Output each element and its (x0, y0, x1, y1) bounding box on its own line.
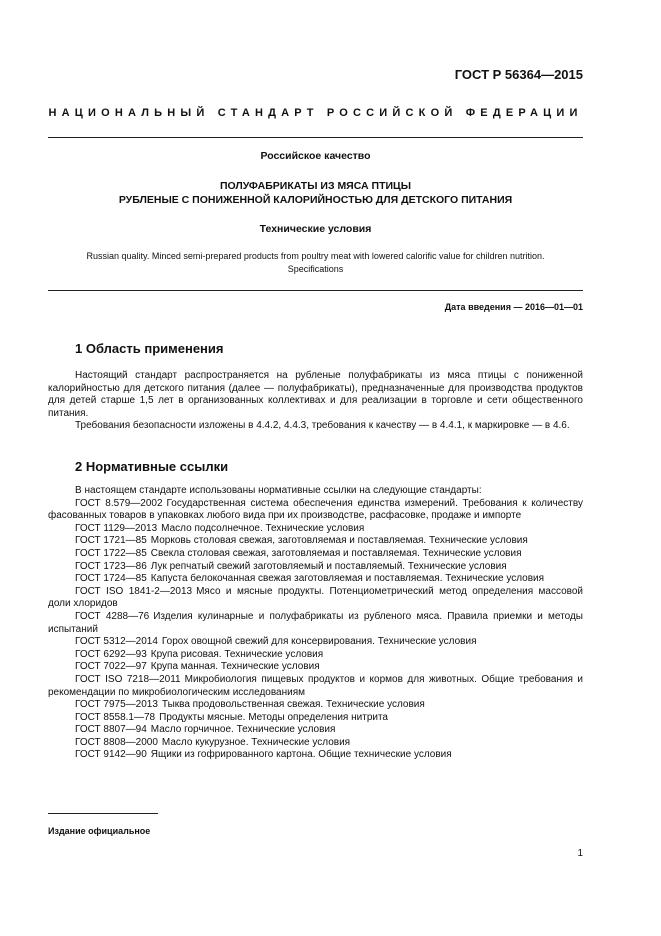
standard-code: ГОСТ 1721—85 (75, 535, 147, 547)
title-line-2: РУБЛЕНЫЕ С ПОНИЖЕННОЙ КАЛОРИЙНОСТЬЮ ДЛЯ ДЕТСКОГО ПИТАНИЯ (118, 194, 513, 206)
english-title-line-2: Specifications (287, 264, 344, 274)
list-item (48, 649, 583, 662)
english-title (48, 250, 583, 276)
section-1-paragraph-2: Требования безопасности изложены в 4.4.2, 4.4.3, требования к качеству — в 4.4.1, к маркировке — в 4.6. (75, 420, 570, 431)
standard-title: Микробиология пищевых продуктов и кормов для животных. Общие требования и рекомендации по микробиологическим исследованиям (48, 673, 583, 698)
document-number: ГОСТ Р 56364—2015 (454, 67, 583, 82)
list-item (48, 561, 583, 574)
standard-title: Лук репчатый свежий заготовляемый и поставляемый. Технические условия (150, 560, 507, 572)
standard-title: Масло подсолнечное. Технические условия (161, 522, 365, 534)
list-item (48, 535, 583, 548)
list-item (48, 611, 583, 636)
list-item (48, 548, 583, 561)
list-item (48, 674, 583, 699)
standard-title: Мясо и мясные продукты. Потенциометрический метод определения массовой доли хлоридов (48, 585, 583, 610)
standard-title: Масло кукурузное. Технические условия (161, 736, 351, 748)
standard-code: ГОСТ 7022—97 (75, 661, 147, 673)
standard-code: ГОСТ 4288—76 (75, 610, 150, 622)
standard-title: Крупа манная. Технические условия (150, 661, 320, 673)
standard-code: ГОСТ 5312—2014 (75, 636, 158, 648)
list-item (48, 586, 583, 611)
list-item (48, 737, 583, 750)
list-item (48, 661, 583, 674)
standard-title: Изделия кулинарные и полуфабрикаты из рубленого мяса. Правила приемки и методы испытаний (48, 610, 583, 635)
standard-title: Крупа рисовая. Технические условия (150, 648, 324, 660)
standard-title: Продукты мясные. Методы определения нитрита (159, 711, 388, 723)
title-divider (48, 290, 583, 291)
standard-code: ГОСТ ISO 1841-2—2013 (75, 585, 193, 597)
standard-code: ГОСТ 7975—2013 (75, 699, 158, 711)
standard-code: ГОСТ 8807—94 (75, 724, 147, 736)
top-divider (48, 137, 583, 138)
list-item (48, 724, 583, 737)
references-intro: В настоящем стандарте использованы нормативные ссылки на следующие стандарты: (75, 485, 482, 496)
standard-title: Масло горчичное. Технические условия (150, 724, 336, 736)
quality-label: Российское качество (260, 150, 371, 162)
page-number: 1 (577, 848, 583, 859)
standard-code: ГОСТ 1722—85 (75, 547, 147, 559)
standard-code: ГОСТ 8558.1—78 (75, 711, 156, 723)
list-item (48, 573, 583, 586)
standard-code: ГОСТ 1723—86 (75, 560, 147, 572)
section-1-heading: 1 Область применения (75, 341, 224, 356)
standard-title: Тыква продовольственная свежая. Технические условия (161, 699, 425, 711)
standard-code: ГОСТ 8.579—2002 (75, 497, 163, 509)
standard-title: Свекла столовая свежая, заготовляемая и поставляемая. Технические условия (150, 547, 522, 559)
specifications-label: Технические условия (259, 223, 372, 235)
national-standard-banner: НАЦИОНАЛЬНЫЙ СТАНДАРТ РОССИЙСКОЙ ФЕДЕРАЦИИ (48, 107, 583, 119)
section-2-heading: 2 Нормативные ссылки (75, 459, 229, 474)
section-1-paragraph-1: Настоящий стандарт распространяется на рубленые полуфабрикаты из мяса птицы с пониженной калорийностью для детского питания (далее — полуфабрикаты), предназначенные для производства продуктов для детей старше 1,5 лет в организованных коллективах и для реализации в торговле и сети общественного питания. (48, 370, 583, 419)
standard-code: ГОСТ 1724—85 (75, 573, 147, 585)
english-title-line-1: Russian quality. Minced semi-prepared products from poultry meat with lowered calorific value for children nutrition. (86, 251, 545, 261)
standard-code: ГОСТ 9142—90 (75, 749, 147, 761)
standard-title: Ящики из гофрированного картона. Общие технические условия (150, 749, 452, 761)
list-item (48, 712, 583, 725)
list-item (48, 749, 583, 762)
standard-title: Морковь столовая свежая, заготовляемая и поставляемая. Технические условия (150, 535, 528, 547)
standard-code: ГОСТ 1129—2013 (75, 522, 158, 534)
normative-references-list (48, 485, 583, 762)
introduction-date: Дата введения — 2016—01—01 (444, 302, 583, 312)
standard-title: Государственная система обеспечения единства измерений. Требования к количеству фасованных товаров в упаковках любого вида при их производстве, расфасовке, продаже и импорте (48, 497, 583, 522)
title-line-1: ПОЛУФАБРИКАТЫ ИЗ МЯСА ПТИЦЫ (219, 180, 412, 192)
list-item (48, 636, 583, 649)
list-item (48, 699, 583, 712)
official-edition-label: Издание официальное (48, 826, 151, 836)
standard-code: ГОСТ 6292—93 (75, 648, 147, 660)
list-item (48, 523, 583, 536)
standard-code: ГОСТ 8808—2000 (75, 736, 158, 748)
list-item (48, 498, 583, 523)
document-title (48, 179, 583, 207)
standard-code: ГОСТ ISO 7218—2011 (75, 673, 181, 685)
standard-title: Капуста белокочанная свежая заготовляемая и поставляемая. Технические условия (150, 573, 545, 585)
footer-divider (48, 813, 158, 814)
standard-title: Горох овощной свежий для консервирования. Технические условия (161, 636, 477, 648)
